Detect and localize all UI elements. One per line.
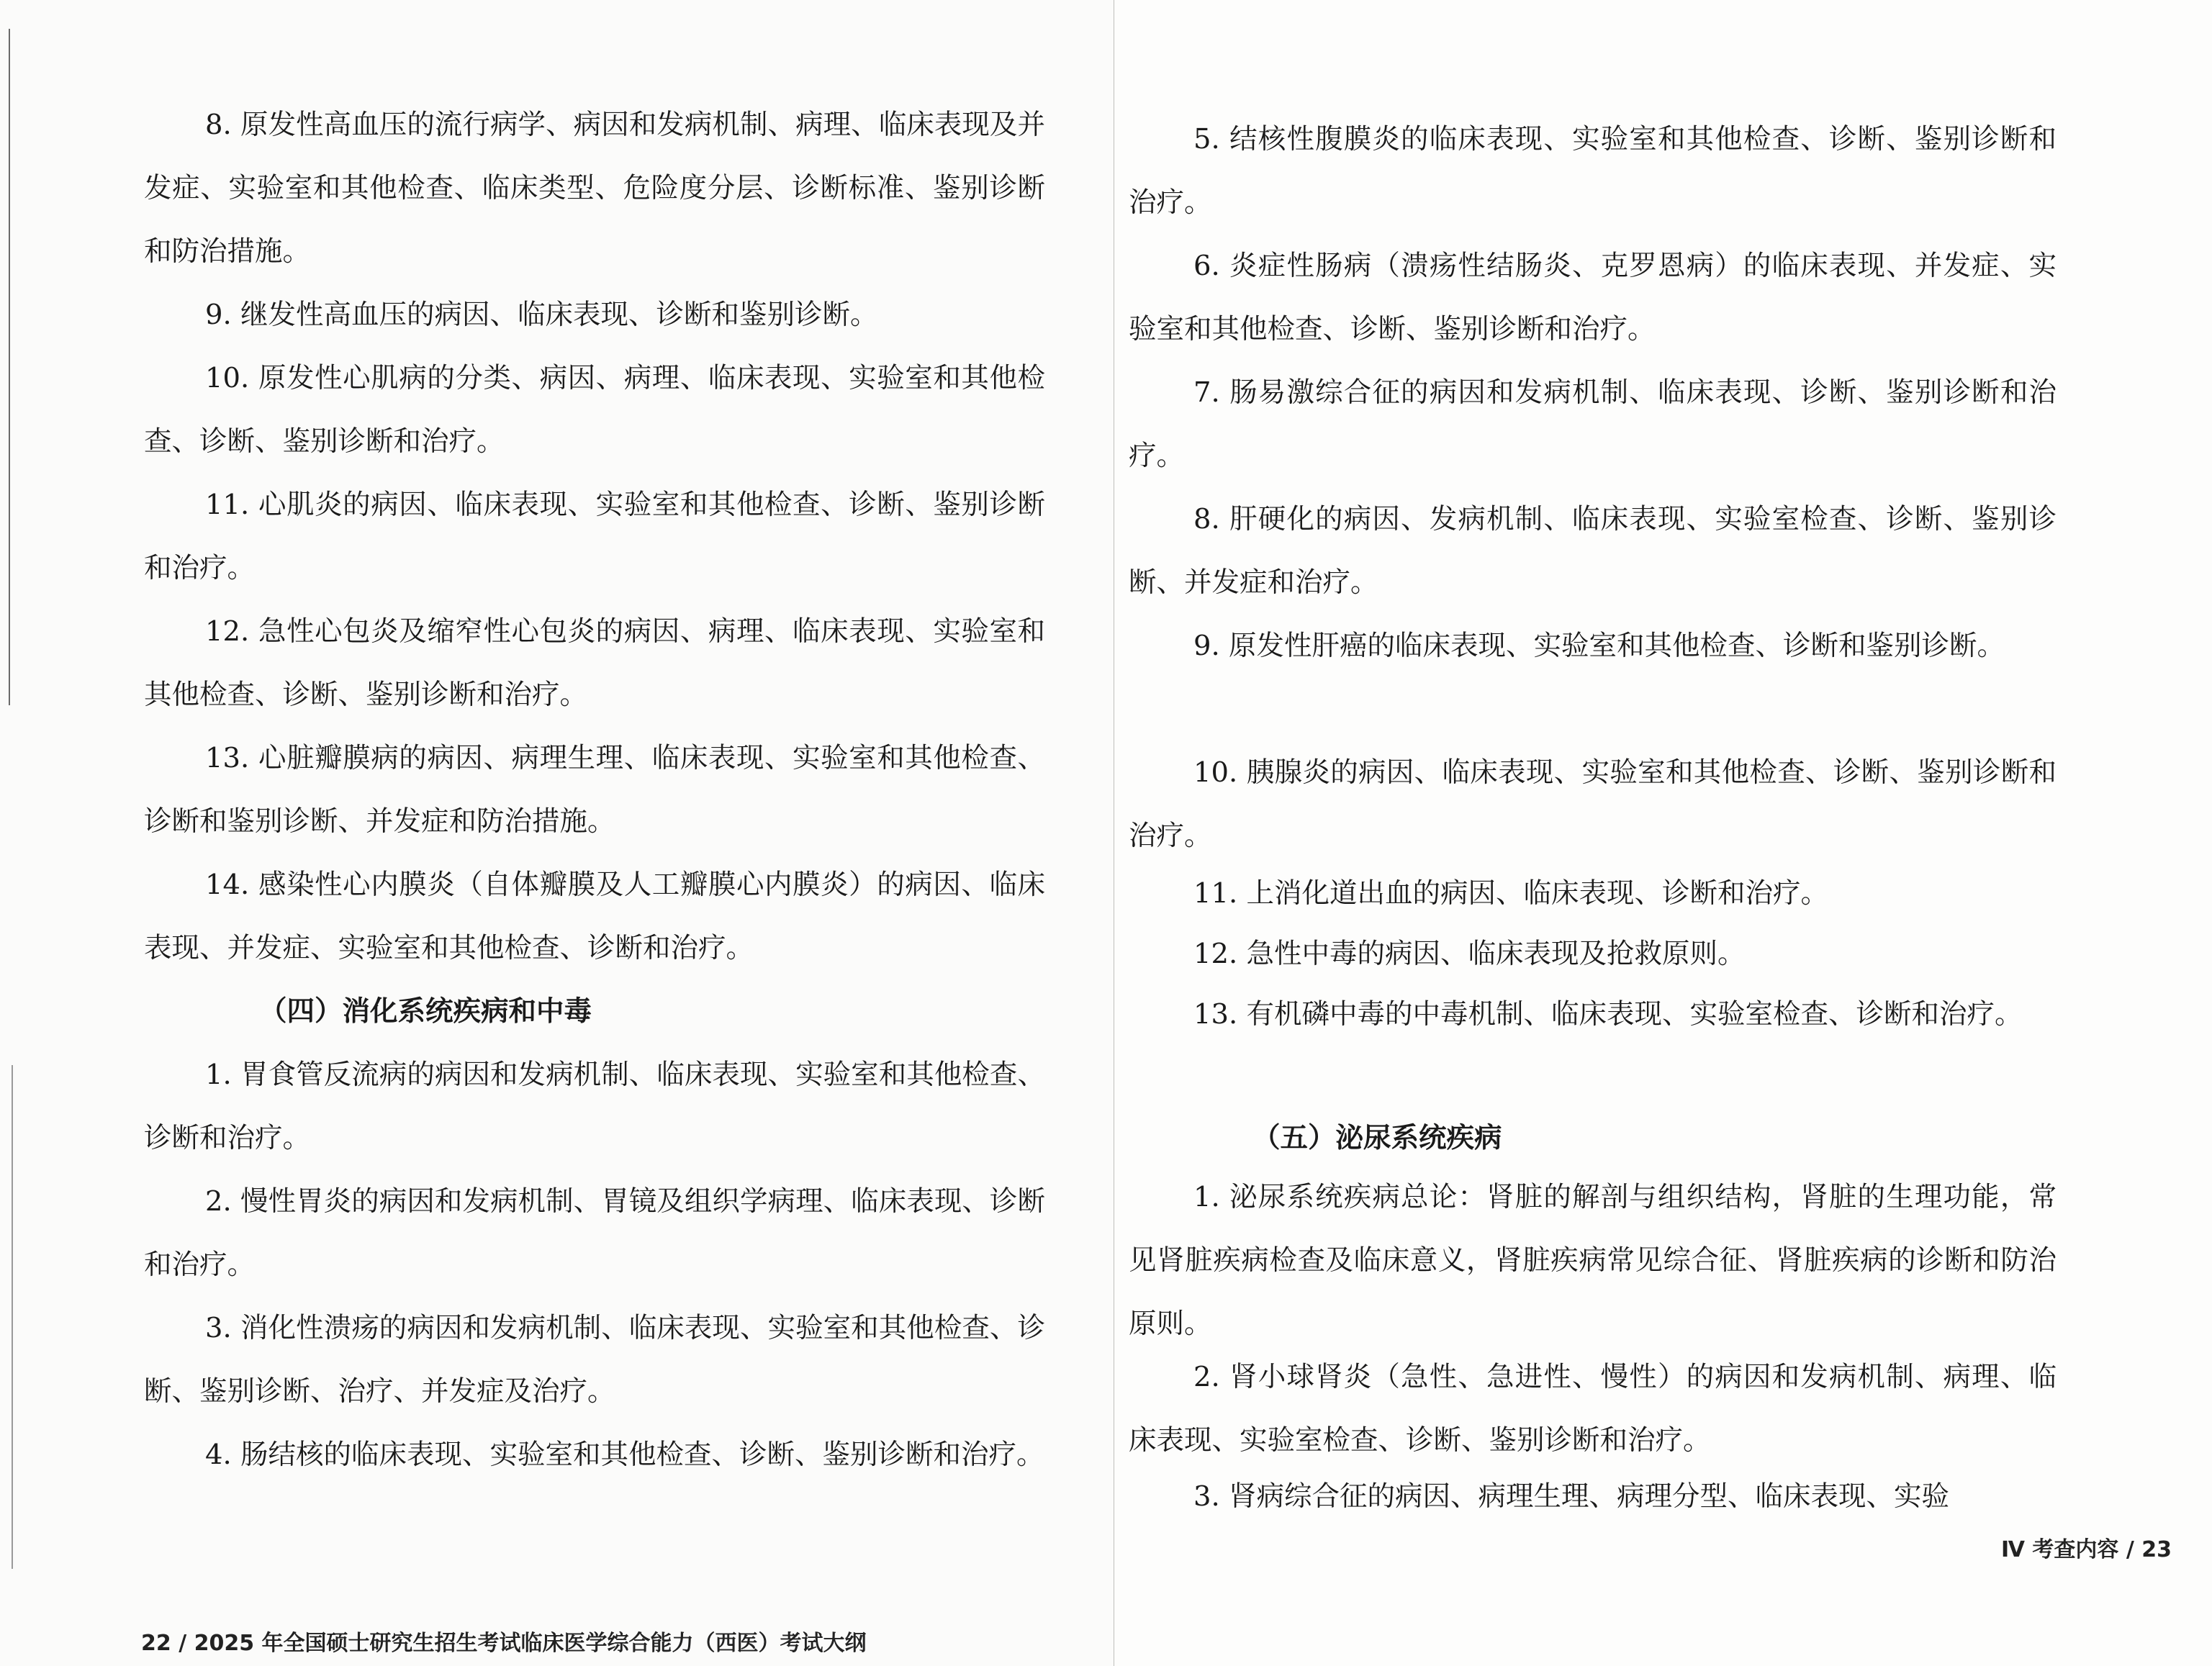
page-edge-shadow (9, 29, 10, 705)
paragraph-digestive-1: 1. 胃食管反流病的病因和发病机制、临床表现、实验室和其他检查、诊断和治疗。 (144, 1059, 1045, 1154)
paragraph-digestive-13: 13. 有机磷中毒的中毒机制、临床表现、实验室检查、诊断和治疗。 (1193, 998, 2023, 1031)
paragraph-digestive-5: 5. 结核性腹膜炎的临床表现、实验室和其他检查、诊断、鉴别诊断和治疗。 (1129, 123, 2057, 219)
right-page (1114, 0, 2212, 1666)
paragraph-item-14: 14. 感染性心内膜炎（自体瓣膜及人工瓣膜心内膜炎）的病因、临床表现、并发症、实验室和其他检查、诊断和治疗。 (144, 869, 1045, 964)
section-heading-urinary: （五）泌尿系统疾病 (1252, 1122, 1502, 1154)
paragraph-item-9: 9. 继发性高血压的病因、临床表现、诊断和鉴别诊断。 (205, 299, 878, 331)
right-page-footer: Ⅳ 考查内容 / 23 (2001, 1537, 2172, 1562)
section-heading-digestive: （四）消化系统疾病和中毒 (259, 995, 592, 1028)
paragraph-digestive-7: 7. 肠易激综合征的病因和发病机制、临床表现、诊断、鉴别诊断和治疗。 (1129, 376, 2057, 472)
paragraph-digestive-11: 11. 上消化道出血的病因、临床表现、诊断和治疗。 (1193, 877, 1828, 910)
paragraph-digestive-8: 8. 肝硬化的病因、发病机制、临床表现、实验室检查、诊断、鉴别诊断、并发症和治疗。 (1129, 503, 2057, 599)
paragraph-urinary-2: 2. 肾小球肾炎（急性、急进性、慢性）的病因和发病机制、病理、临床表现、实验室检查、诊断、鉴别诊断和治疗。 (1129, 1361, 2057, 1457)
paragraph-item-8: 8. 原发性高血压的流行病学、病因和发病机制、病理、临床表现及并发症、实验室和其他检查、临床类型、危险度分层、诊断标准、鉴别诊断和防治措施。 (144, 109, 1045, 268)
paragraph-digestive-12: 12. 急性中毒的病因、临床表现及抢救原则。 (1193, 938, 1746, 970)
paragraph-item-13: 13. 心脏瓣膜病的病因、病理生理、临床表现、实验室和其他检查、诊断和鉴别诊断、并发症和防治措施。 (144, 742, 1045, 838)
paragraph-digestive-6: 6. 炎症性肠病（溃疡性结肠炎、克罗恩病）的临床表现、并发症、实验室和其他检查、诊断、鉴别诊断和治疗。 (1129, 250, 2057, 345)
paragraph-digestive-9: 9. 原发性肝癌的临床表现、实验室和其他检查、诊断和鉴别诊断。 (1193, 630, 2005, 662)
paragraph-digestive-2: 2. 慢性胃炎的病因和发病机制、胃镜及组织学病理、临床表现、诊断和治疗。 (144, 1185, 1045, 1281)
paragraph-digestive-3: 3. 消化性溃疡的病因和发病机制、临床表现、实验室和其他检查、诊断、鉴别诊断、治疗、并发症及治疗。 (144, 1312, 1045, 1408)
paragraph-digestive-4: 4. 肠结核的临床表现、实验室和其他检查、诊断、鉴别诊断和治疗。 (205, 1439, 1044, 1471)
paragraph-urinary-1: 1. 泌尿系统疾病总论：肾脏的解剖与组织结构，肾脏的生理功能，常见肾脏疾病检查及临床意义，肾脏疾病常见综合征、肾脏疾病的诊断和防治原则。 (1129, 1181, 2057, 1340)
paragraph-item-10: 10. 原发性心肌病的分类、病因、病理、临床表现、实验室和其他检查、诊断、鉴别诊断和治疗。 (144, 362, 1045, 458)
left-page-footer: 22 / 2025 年全国硕士研究生招生考试临床医学综合能力（西医）考试大纲 (141, 1631, 867, 1656)
paragraph-urinary-3: 3. 肾病综合征的病因、病理生理、病理分型、临床表现、实验 (1193, 1480, 1949, 1513)
page-edge-shadow-lower (12, 1065, 13, 1569)
paragraph-digestive-10: 10. 胰腺炎的病因、临床表现、实验室和其他检查、诊断、鉴别诊断和治疗。 (1129, 756, 2057, 852)
paragraph-item-12: 12. 急性心包炎及缩窄性心包炎的病因、病理、临床表现、实验室和其他检查、诊断、鉴别诊断和治疗。 (144, 615, 1045, 711)
paragraph-item-11: 11. 心肌炎的病因、临床表现、实验室和其他检查、诊断、鉴别诊断和治疗。 (144, 489, 1045, 584)
